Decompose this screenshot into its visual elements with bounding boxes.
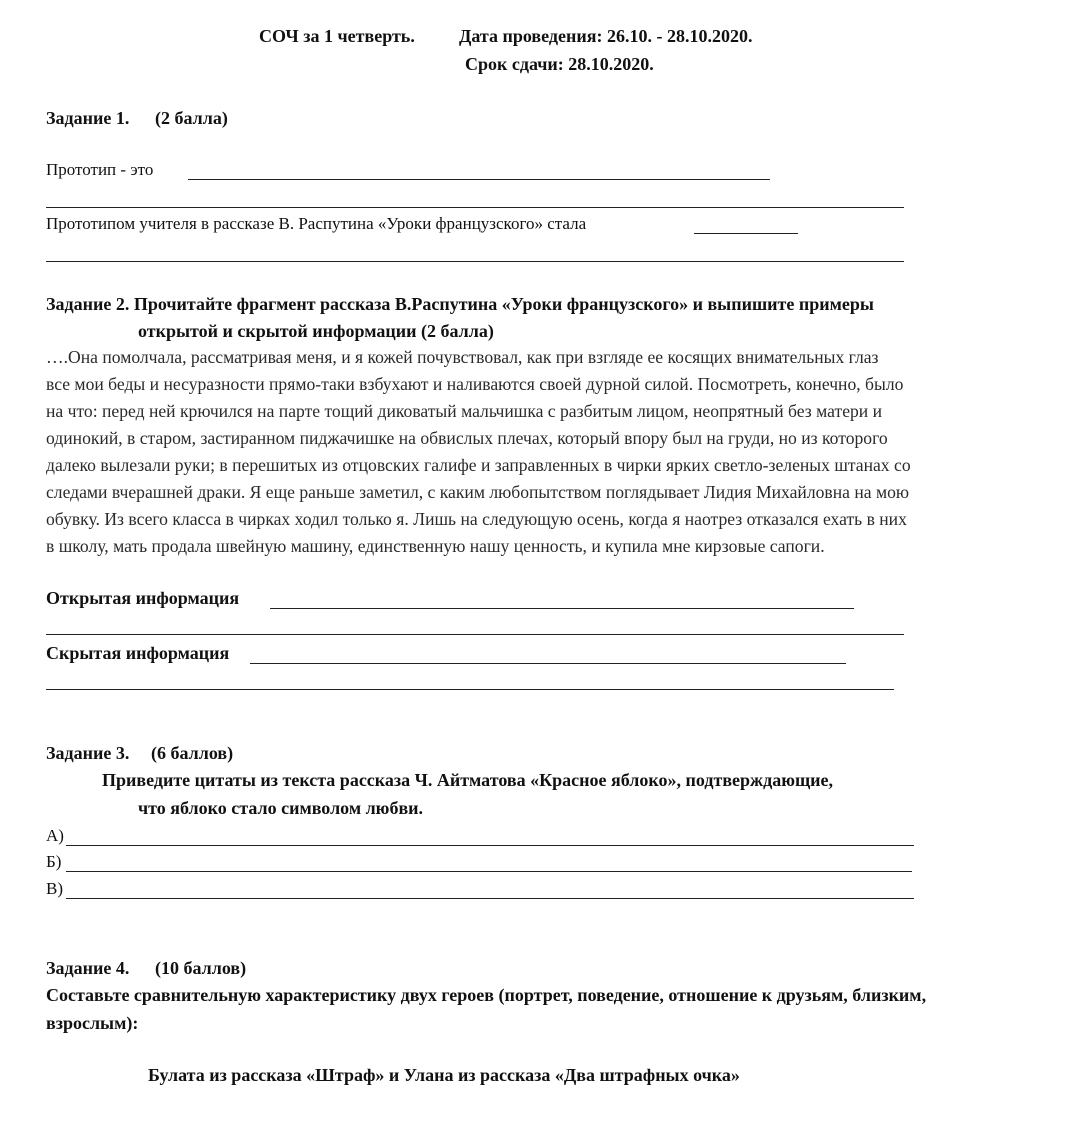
task3-answer-label-b: Б) bbox=[46, 852, 62, 871]
task1-teacher-prompt: Прототипом учителя в рассказе В. Распутина «Уроки французского» стала bbox=[46, 214, 587, 233]
task2-text-line: одинокий, в старом, застиранном пиджачишке на обвислых плечах, который впору был на груди, но из которого bbox=[46, 428, 888, 448]
task3-answer-line-b[interactable] bbox=[66, 871, 912, 872]
task1-prototype-answer-line[interactable] bbox=[188, 179, 770, 180]
task2-text-line: все мои беды и несуразности прямо-таки взбухают и наливаются своей дурной силой. Посмотреть, конечно, было bbox=[46, 374, 904, 394]
header-title: СОЧ за 1 четверть. bbox=[259, 26, 415, 46]
task2-hidden-info-label: Скрытая информация bbox=[46, 643, 230, 663]
task4-points: (10 баллов) bbox=[155, 958, 247, 978]
task3-points: (6 баллов) bbox=[151, 743, 234, 763]
task1-title: Задание 1. bbox=[46, 108, 130, 128]
task2-open-info-answer-line-2[interactable] bbox=[46, 634, 904, 635]
task1-teacher-answer-line-2[interactable] bbox=[46, 261, 904, 262]
task2-open-info-answer-line[interactable] bbox=[270, 608, 854, 609]
task3-answer-label-a: А) bbox=[46, 826, 64, 845]
task2-open-info-label: Открытая информация bbox=[46, 588, 240, 608]
task1-prototype-prompt: Прототип - это bbox=[46, 160, 154, 179]
task1-points: (2 балла) bbox=[155, 108, 228, 128]
task2-hidden-info-answer-line[interactable] bbox=[250, 663, 846, 664]
task4-instruction-cont: взрослым): bbox=[46, 1013, 139, 1033]
task3-title: Задание 3. bbox=[46, 743, 130, 763]
task2-title-cont: открытой и скрытой информации (2 балла) bbox=[138, 321, 494, 341]
task2-text-line: далеко вылезали руки; в перешитых из отцовских галифе и заправленных в чирки ярких светло-зеленых штанах со bbox=[46, 455, 911, 475]
task2-text-line: обувку. Из всего класса в чирках ходил только я. Лишь на следующую осень, когда я наотрез отказался ехать в них bbox=[46, 509, 907, 529]
task3-instruction: Приведите цитаты из текста рассказа Ч. Айтматова «Красное яблоко», подтверждающие, bbox=[102, 770, 834, 790]
task4-title: Задание 4. bbox=[46, 958, 130, 978]
task2-text-line: в школу, мать продала швейную машину, единственную нашу ценность, и купила мне кирзовые сапоги. bbox=[46, 536, 825, 556]
task3-answer-line-a[interactable] bbox=[66, 845, 914, 846]
task4-heroes: Булата из рассказа «Штраф» и Улана из рассказа «Два штрафных очка» bbox=[148, 1065, 740, 1085]
task2-text-line: на что: перед ней крючился на парте тощий диковатый мальчишка с разбитым лицом, неопрятный без матери и bbox=[46, 401, 883, 421]
task2-text-line: следами вчерашней драки. Я еще раньше заметил, с каким любопытством поглядывает Лидия Михайловна на мою bbox=[46, 482, 910, 502]
header-date: Дата проведения: 26.10. - 28.10.2020. bbox=[459, 26, 753, 46]
task3-answer-line-c[interactable] bbox=[66, 898, 914, 899]
task2-text-line: ….Она помолчала, рассматривая меня, и я кожей почувствовал, как при взгляде ее косящих внимательных глаз bbox=[46, 347, 879, 367]
task3-instruction-cont: что яблоко стало символом любви. bbox=[138, 798, 424, 818]
task4-instruction: Составьте сравнительную характеристику двух героев (портрет, поведение, отношение к друзьям, близким, bbox=[46, 985, 927, 1005]
header-deadline: Срок сдачи: 28.10.2020. bbox=[465, 54, 654, 74]
task2-title: Задание 2. Прочитайте фрагмент рассказа В.Распутина «Уроки французского» и выпишите примеры bbox=[46, 294, 874, 314]
task1-prototype-answer-line-2[interactable] bbox=[46, 207, 904, 208]
task3-answer-label-c: В) bbox=[46, 879, 63, 898]
task2-hidden-info-answer-line-2[interactable] bbox=[46, 689, 894, 690]
task1-teacher-answer-line[interactable] bbox=[694, 233, 798, 234]
